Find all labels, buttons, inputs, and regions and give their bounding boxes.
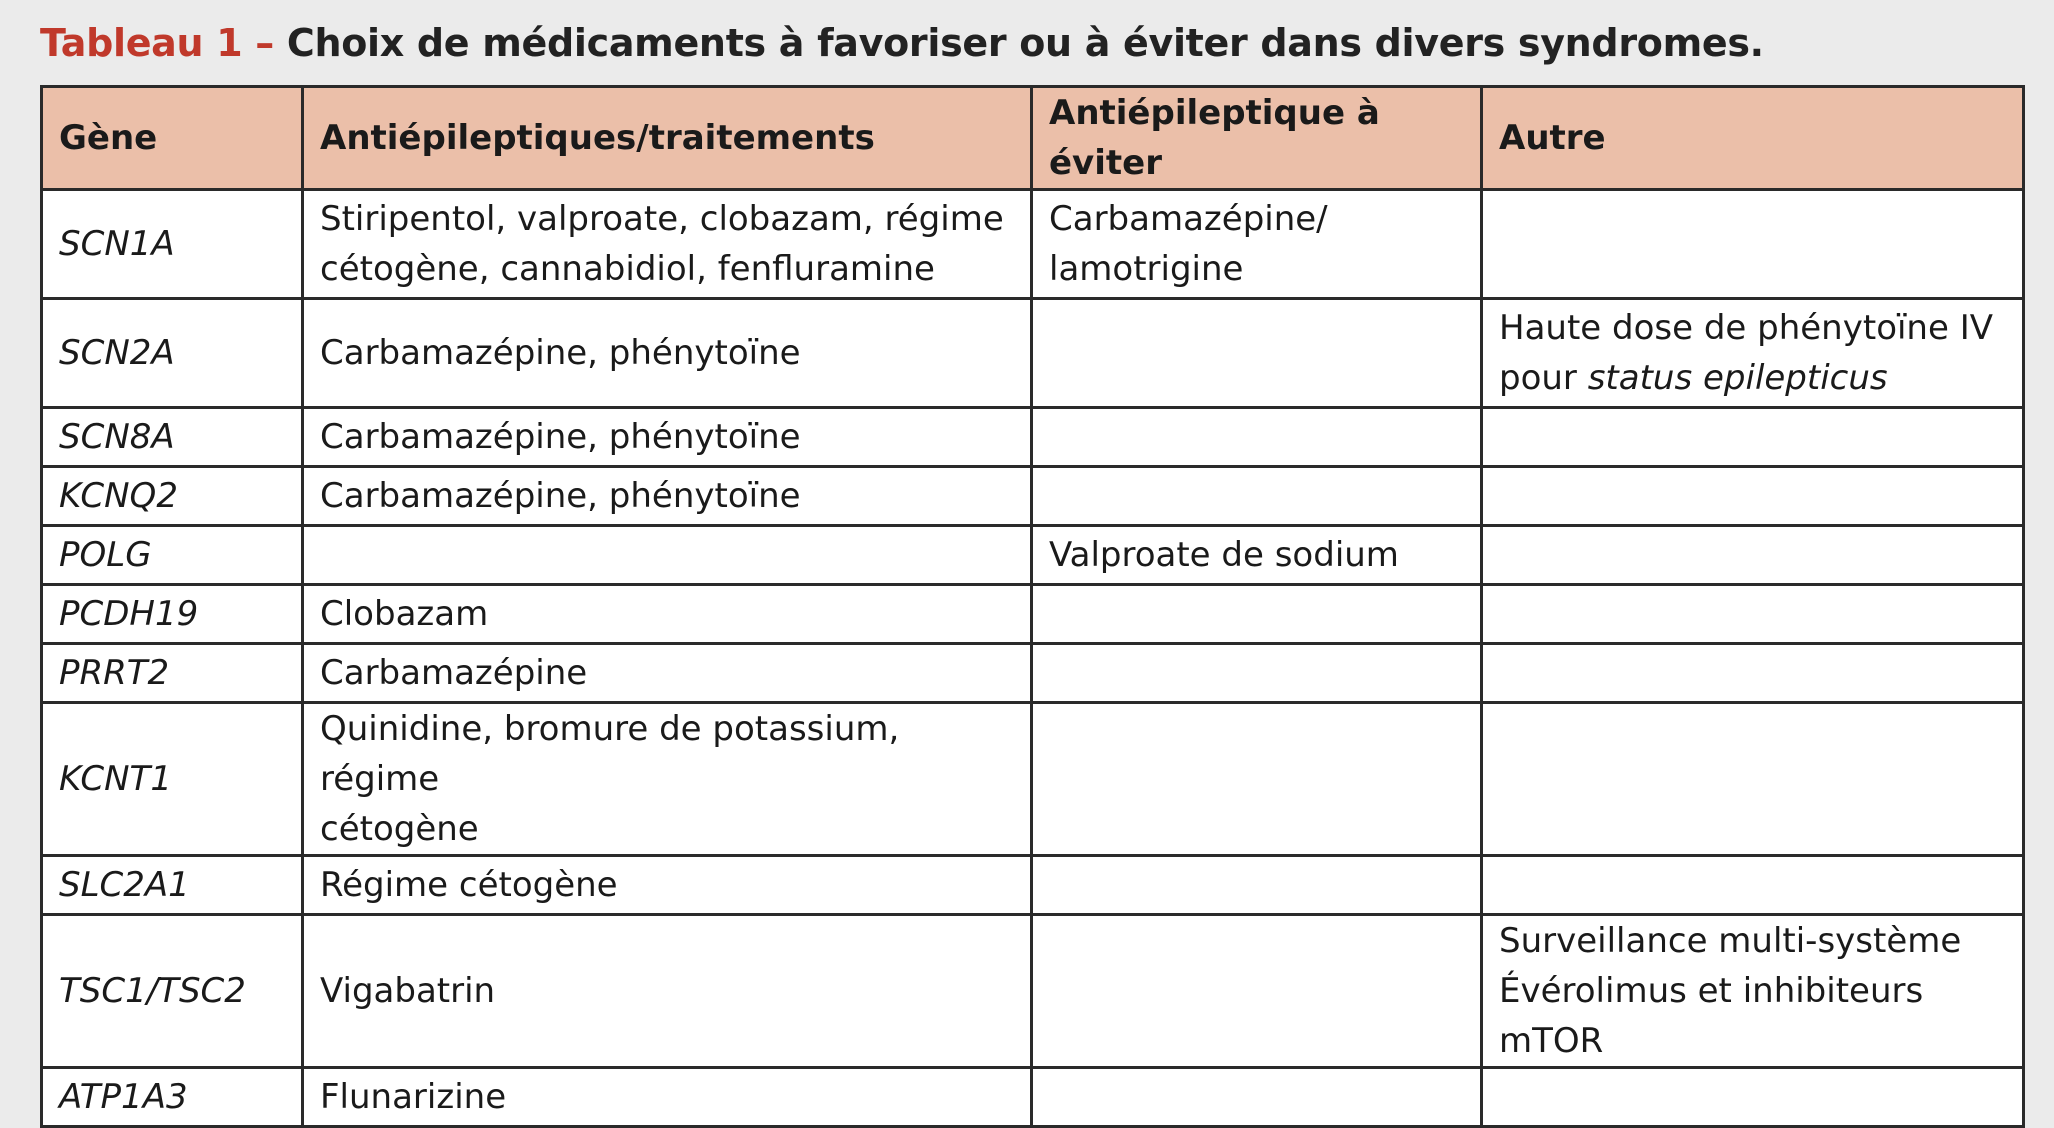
other-cell — [1482, 915, 2024, 1068]
gene-cell: KCNQ2 — [42, 467, 303, 526]
other-cell — [1482, 644, 2024, 703]
avoid-cell — [1032, 190, 1482, 299]
gene-cell: POLG — [42, 526, 303, 585]
other-cell — [1482, 1068, 2024, 1127]
gene-cell: KCNT1 — [42, 703, 303, 856]
table-caption: Choix de médicaments à favoriser ou à éviter dans divers syndromes. — [286, 21, 1764, 65]
avoid-cell — [1032, 856, 1482, 915]
table-row — [42, 1068, 2024, 1127]
treatment-cell: Vigabatrin — [303, 915, 1032, 1068]
table-row — [42, 190, 2024, 299]
other-cell — [1482, 585, 2024, 644]
other-line-prefix: pour — [1499, 358, 1588, 398]
gene-cell: ATP1A3 — [42, 1068, 303, 1127]
avoid-cell — [1032, 1068, 1482, 1127]
other-line: Évérolimus et inhibiteurs mTOR — [1499, 971, 1924, 1061]
table-row — [42, 703, 2024, 856]
other-line-italic: status epilepticus — [1587, 358, 1888, 398]
header-other: Autre — [1482, 87, 2024, 190]
treatment-cell: Régime cétogène — [303, 856, 1032, 915]
other-cell — [1482, 467, 2024, 526]
table-row — [42, 856, 2024, 915]
table-header-row — [42, 87, 2024, 190]
treatment-cell: Carbamazépine, phénytoïne — [303, 467, 1032, 526]
gene-cell: PCDH19 — [42, 585, 303, 644]
table-row — [42, 299, 2024, 408]
treatment-cell — [303, 526, 1032, 585]
avoid-cell — [1032, 467, 1482, 526]
other-cell — [1482, 856, 2024, 915]
other-cell — [1482, 408, 2024, 467]
avoid-cell — [1032, 915, 1482, 1068]
treatment-cell: Carbamazépine, phénytoïne — [303, 408, 1032, 467]
gene-cell: TSC1/TSC2 — [42, 915, 303, 1068]
avoid-cell — [1032, 408, 1482, 467]
gene-cell: SLC2A1 — [42, 856, 303, 915]
avoid-cell — [1032, 644, 1482, 703]
gene-cell: SCN1A — [42, 190, 303, 299]
other-line: Haute dose de phénytoïne IV — [1499, 308, 1993, 348]
other-cell — [1482, 299, 2024, 408]
treatment-line: Quinidine, bromure de potassium, régime — [320, 709, 900, 799]
table-row — [42, 467, 2024, 526]
other-line: Surveillance multi-système — [1499, 921, 1962, 961]
avoid-cell — [1032, 703, 1482, 856]
other-cell — [1482, 703, 2024, 856]
table-row — [42, 408, 2024, 467]
treatment-cell: Carbamazépine — [303, 644, 1032, 703]
treatment-line: cétogène, cannabidiol, fenfluramine — [320, 249, 935, 289]
table-title — [40, 16, 1764, 70]
treatment-cell — [303, 703, 1032, 856]
table-row — [42, 585, 2024, 644]
treatment-line: cétogène — [320, 809, 479, 849]
table-label: Tableau 1 – — [40, 21, 287, 65]
table-row — [42, 526, 2024, 585]
treatment-line: Stiripentol, valproate, clobazam, régime — [320, 199, 1004, 239]
other-cell — [1482, 190, 2024, 299]
avoid-line: Carbamazépine/ — [1049, 199, 1328, 239]
avoid-cell — [1032, 585, 1482, 644]
avoid-cell — [1032, 299, 1482, 408]
table-row — [42, 644, 2024, 703]
treatment-cell: Carbamazépine, phénytoïne — [303, 299, 1032, 408]
drug-choice-table — [40, 85, 2025, 1128]
other-cell — [1482, 526, 2024, 585]
gene-cell: PRRT2 — [42, 644, 303, 703]
treatment-cell — [303, 190, 1032, 299]
gene-cell: SCN8A — [42, 408, 303, 467]
table-row — [42, 915, 2024, 1068]
avoid-cell: Valproate de sodium — [1032, 526, 1482, 585]
header-gene: Gène — [42, 87, 303, 190]
avoid-line: lamotrigine — [1049, 249, 1244, 289]
treatment-cell: Flunarizine — [303, 1068, 1032, 1127]
header-treatments: Antiépileptiques/traitements — [303, 87, 1032, 190]
gene-cell: SCN2A — [42, 299, 303, 408]
treatment-cell: Clobazam — [303, 585, 1032, 644]
header-avoid: Antiépileptique à éviter — [1032, 87, 1482, 190]
